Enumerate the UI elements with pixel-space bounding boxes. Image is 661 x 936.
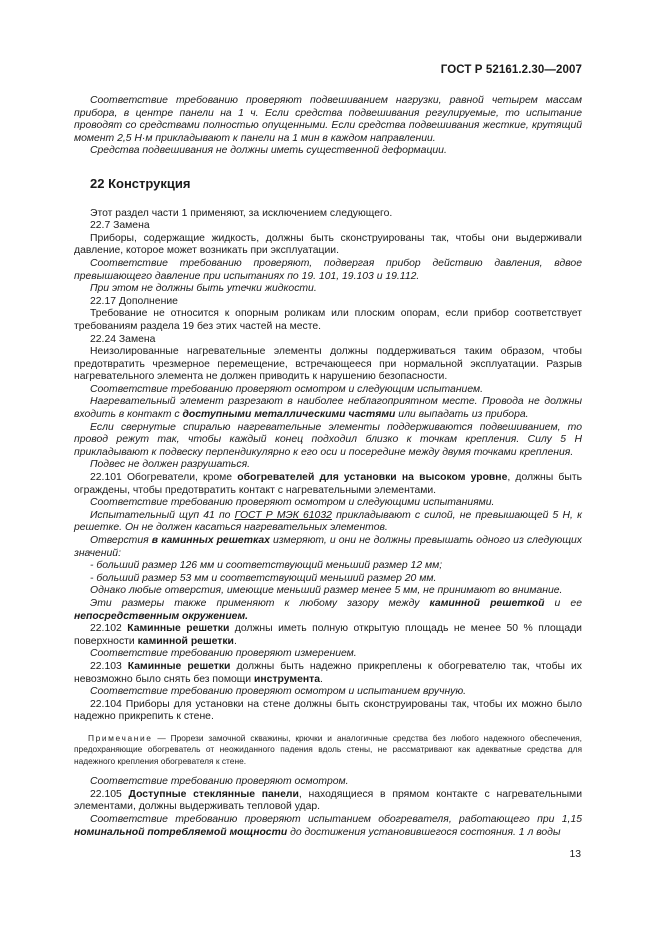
paragraph: При этом не должны быть утечки жидкости. bbox=[90, 283, 317, 295]
paragraph: Средства подвешивания не должны иметь существенной деформации. bbox=[90, 145, 447, 157]
clause-heading: 22.24 Замена bbox=[90, 333, 156, 345]
paragraph: Испытательный щуп 41 по ГОСТ Р МЭК 61032 прикладывают с силой, не превышающей 5 Н, к решетке. Он не должен касаться нагревательных элементов. bbox=[74, 509, 582, 534]
paragraph: Соответствие требованию проверяют, подвергая прибор действию давления, вдвое превышающего давление при испытаниях по 19. 101, 19.103 и 19.112. bbox=[74, 257, 582, 282]
paragraph: 22.102 Каминные решетки должны иметь полную открытую площадь не менее 50 % площади поверхности каминной решетки. bbox=[74, 623, 582, 647]
page-number: 13 bbox=[569, 849, 581, 860]
standard-reference-link[interactable]: ГОСТ Р МЭК 61032 bbox=[234, 509, 332, 521]
page-content bbox=[74, 95, 582, 839]
paragraph: Соответствие требованию проверяют осмотром и следующими испытаниями. bbox=[90, 497, 495, 509]
paragraph: Соответствие требованию проверяют измерением. bbox=[90, 648, 357, 660]
clause-heading: 22.7 Замена bbox=[90, 220, 150, 232]
note: Примечание — Прорези замочной скважины, крючки и аналогичные средства без любого надежного обеспечения, предохраняющие обогреватель от неожиданного падения вдоль стены, не рассматривают как адекватные средства для надежного крепления обогревателя к стене. bbox=[74, 732, 582, 766]
paragraph: Соответствие требованию проверяют осмотром и следующим испытанием. bbox=[90, 383, 483, 395]
paragraph: Требование не относится к опорным роликам или плоским опорам, если прибор соответствует требованиям раздела 19 без этих частей на месте. bbox=[74, 308, 582, 332]
paragraph: Неизолированные нагревательные элементы должны поддерживаться таким образом, чтобы предотвратить чрезмерное перемещение, встречающееся при нормальной эксплуатации. Разрыв нагревательного элемента не должен приводить к нарушению безопасности. bbox=[74, 346, 582, 383]
paragraph: Эти размеры также применяют к любому зазору между каминной решеткой и ее непосредственным окружением. bbox=[74, 597, 582, 622]
paragraph: 22.103 Каминные решетки должны быть надежно прикреплены к обогревателю так, чтобы их невозможно было снять без помощи инструмента. bbox=[74, 660, 582, 685]
paragraph: Соответствие требованию проверяют подвешиванием нагрузки, равной четырем массам прибора, в центре панели на 1 ч. Если средства подвешивания регулируемые, то испытание проводят со средствами полностью опущенными. Если средства подвешивания жесткие, крутящий момент 2,5 Н·м прикладывают к панели на 1 мин в каждом направлении. bbox=[74, 95, 582, 144]
list-item: - больший размер 126 мм и соответствующий меньший размер 12 мм; bbox=[90, 560, 443, 572]
paragraph: Этот раздел части 1 применяют, за исключением следующего. bbox=[90, 207, 393, 219]
document-header: ГОСТ Р 52161.2.30—2007 bbox=[440, 64, 582, 76]
paragraph: Соответствие требованию проверяют осмотром. bbox=[90, 776, 349, 788]
paragraph: Нагревательный элемент разрезают в наиболее неблагоприятном месте. Провода не должны входить в контакт с доступными металлическими частями или выпадать из прибора. bbox=[74, 396, 582, 421]
paragraph: Соответствие требованию проверяют испытанием обогревателя, работающего при 1,15 номинальной потребляемой мощности до достижения установившегося состояния. 1 л воды bbox=[74, 813, 582, 838]
clause-heading: 22.17 Дополнение bbox=[90, 295, 178, 307]
paragraph: 22.101 Обогреватели, кроме обогревателей для установки на высоком уровне, должны быть ограждены, чтобы предотвратить контакт с нагревательными элементами. bbox=[74, 472, 582, 496]
paragraph: Однако любые отверстия, имеющие меньший размер менее 5 мм, не принимают во внимание. bbox=[90, 585, 563, 597]
paragraph: 22.105 Доступные стеклянные панели, находящиеся в прямом контакте с нагревательными элементами, должны выдерживать тепловой удар. bbox=[74, 788, 583, 813]
list-item: - больший размер 53 мм и соответствующий меньший размер 20 мм. bbox=[90, 572, 437, 584]
paragraph: Если свернутые спиралью нагревательные элементы поддерживаются подвешиванием, то провод режут так, чтобы каждый конец подходил близко к точкам крепления. Силу 5 Н прикладывают к подвеску перпендикулярно к его оси и посередине между двумя точками крепления. bbox=[74, 421, 582, 458]
paragraph: Отверстия в каминных решетках измеряют, и они не должны превышать одного из следующих значений: bbox=[74, 535, 583, 559]
paragraph: Соответствие требованию проверяют осмотром и испытанием вручную. bbox=[90, 686, 467, 698]
paragraph: Подвес не должен разрушаться. bbox=[90, 459, 251, 471]
paragraph: 22.104 Приборы для установки на стене должны быть сконструированы так, чтобы их можно было надежно прикрепить к стене. bbox=[74, 698, 582, 723]
section-heading: 22 Конструкция bbox=[90, 175, 191, 191]
paragraph: Приборы, содержащие жидкость, должны быть сконструированы так, чтобы они выдерживали давление, которое может возникать при эксплуатации. bbox=[74, 232, 582, 257]
